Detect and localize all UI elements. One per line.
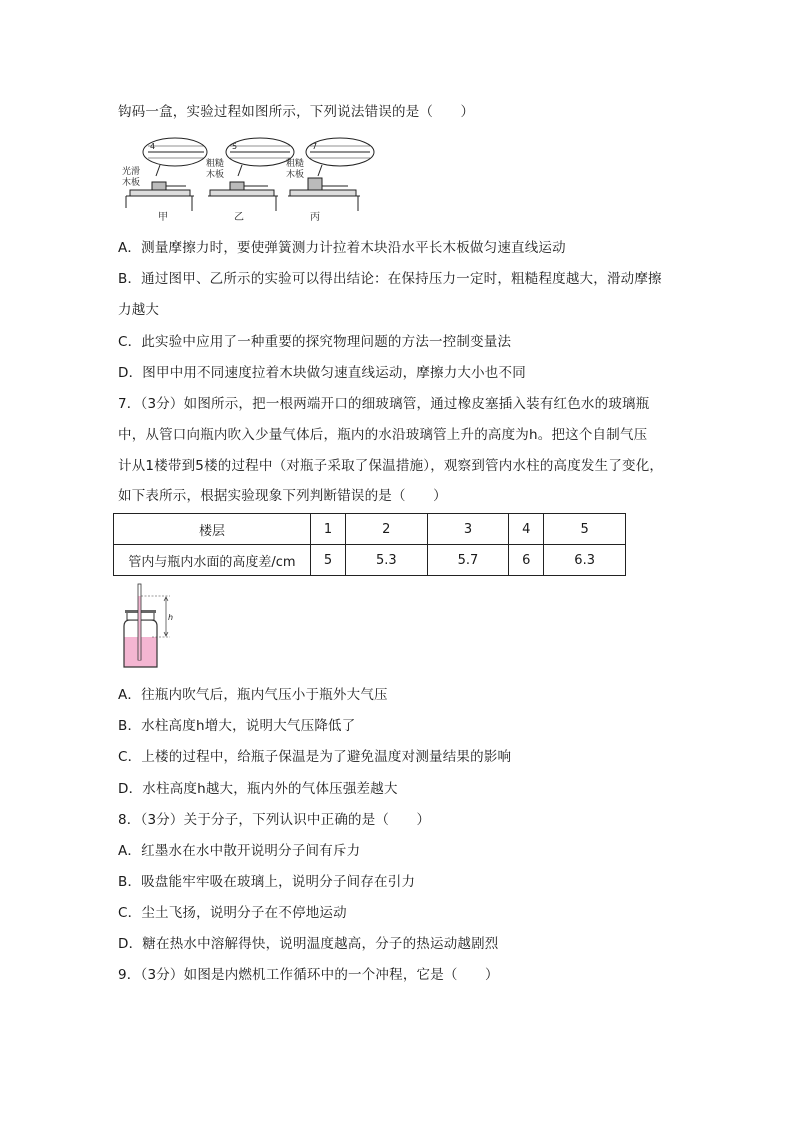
h-label: h bbox=[168, 613, 174, 622]
caption-yi: 乙 bbox=[234, 212, 244, 223]
q7-stem-line3: 计从1楼带到5楼的过程中（对瓶子采取了保温措施），观察到管内水柱的高度发生了变化， bbox=[118, 458, 664, 474]
q7-stem-line2: 中，从管口向瓶内吹入少量气体后，瓶内的水沿玻璃管上升的高度为h。把这个自制气压 bbox=[118, 427, 648, 443]
caption-bing: 丙 bbox=[310, 212, 320, 223]
q8-option-d: D．糖在热水中溶解得快，说明温度越高，分子的热运动越剧烈 bbox=[118, 936, 499, 952]
floor-cell: 3 bbox=[427, 514, 509, 545]
height-cell: 5.7 bbox=[427, 545, 509, 576]
floor-cell: 4 bbox=[509, 514, 544, 545]
table-header-height: 管内与瓶内水面的高度差/cm bbox=[114, 545, 311, 576]
floor-cell: 1 bbox=[311, 514, 346, 545]
q6-option-b-line1: B．通过图甲、乙所示的实验可以得出结论：在保持压力一定时，粗糙程度越大，滑动摩擦 bbox=[118, 271, 662, 287]
q7-stem-line1: 7．（3分）如图所示，把一根两端开口的细玻璃管，通过橡皮塞插入装有红色水的玻璃瓶 bbox=[118, 396, 650, 412]
q6-option-d: D．图甲中用不同速度拉着木块做匀速直线运动，摩擦力大小也不同 bbox=[118, 365, 526, 381]
q8-option-b: B．吸盘能牢牢吸在玻璃上，说明分子间存在引力 bbox=[118, 874, 416, 890]
q6-stem: 钩码一盒，实验过程如图所示，下列说法错误的是（ ） bbox=[118, 104, 475, 120]
board-label-yi-1: 粗糙 bbox=[206, 159, 225, 169]
height-cell: 6 bbox=[509, 545, 544, 576]
friction-experiment-figure bbox=[120, 136, 380, 224]
q8-option-a: A．红墨水在水中散开说明分子间有斥力 bbox=[118, 843, 361, 859]
board-label-bing-2: 木板 bbox=[286, 170, 305, 180]
caption-jia: 甲 bbox=[158, 212, 168, 223]
height-cell: 5.3 bbox=[345, 545, 427, 576]
q6-option-b-line2: 力越大 bbox=[118, 302, 160, 318]
floor-height-table bbox=[113, 513, 626, 576]
table-header-floor: 楼层 bbox=[114, 514, 311, 545]
q6-option-c: C．此实验中应用了一种重要的探究物理问题的方法一控制变量法 bbox=[118, 334, 512, 350]
scale-yi: 5 bbox=[232, 142, 238, 151]
q9-stem: 9．（3分）如图是内燃机工作循环中的一个冲程，它是（ ） bbox=[118, 967, 499, 983]
q7-option-c: C．上楼的过程中，给瓶子保温是为了避免温度对测量结果的影响 bbox=[118, 749, 512, 765]
floor-cell: 5 bbox=[544, 514, 626, 545]
q7-stem-line4: 如下表所示，根据实验现象下列判断错误的是（ ） bbox=[118, 488, 447, 504]
height-cell: 5 bbox=[311, 545, 346, 576]
board-label-bing-1: 粗糙 bbox=[286, 159, 305, 169]
height-cell: 6.3 bbox=[544, 545, 626, 576]
barometer-bottle-figure bbox=[118, 582, 178, 672]
q7-option-d: D．水柱高度h越大，瓶内外的气体压强差越大 bbox=[118, 781, 398, 797]
floor-cell: 2 bbox=[345, 514, 427, 545]
q7-option-b: B．水柱高度h增大，说明大气压降低了 bbox=[118, 718, 356, 734]
board-label-yi-2: 木板 bbox=[206, 170, 225, 180]
scale-jia: 4 bbox=[150, 142, 156, 151]
q7-option-a: A．往瓶内吹气后，瓶内气压小于瓶外大气压 bbox=[118, 687, 388, 703]
table-row-floors bbox=[114, 514, 626, 545]
q6-option-a: A．测量摩擦力时，要使弹簧测力计拉着木块沿水平长木板做匀速直线运动 bbox=[118, 240, 566, 256]
table-row-heights bbox=[114, 545, 626, 576]
scale-bing: 7 bbox=[312, 142, 318, 151]
q8-option-c: C．尘土飞扬，说明分子在不停地运动 bbox=[118, 905, 347, 921]
board-label-jia-1: 光滑 bbox=[122, 167, 141, 177]
tube-water-column bbox=[139, 596, 141, 660]
board-label-jia-2: 木板 bbox=[122, 178, 141, 188]
q8-stem: 8．（3分）关于分子，下列认识中正确的是（ ） bbox=[118, 812, 431, 828]
